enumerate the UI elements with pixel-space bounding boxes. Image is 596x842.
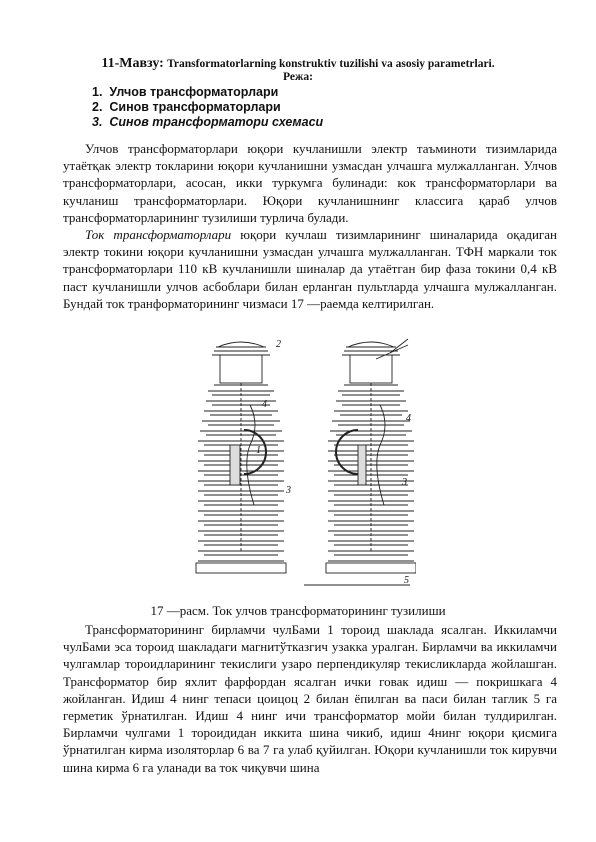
plan-item: 3. Синов трансформатори схемаси	[92, 115, 324, 129]
topic-number: 11-Мавзу:	[101, 56, 164, 71]
label-1: 1	[256, 445, 261, 456]
label-4: 4	[262, 399, 267, 410]
paragraph-1: Улчов трансформаторлари юқори кучланишли электр таъминоти тизимларида утаётқак электр токларини юқори кучланишни узмасдан улчашга мулжалланган. Улчов трансформаторлари, асосан, икки туркумга булинади: кок трансформаторлари ва кучланиш трансформаторлари. Юқори кучланишнинг классига қараб улчов трансформаторларининг тузилиши турлича булади.	[63, 141, 557, 225]
label-4b: 4	[406, 413, 411, 424]
topic-title: Transformatorlarning konstruktiv tuzilishi va asosiy parametrlari.	[167, 58, 495, 70]
label-5: 5	[404, 575, 409, 586]
plan-label: Режа:	[283, 71, 313, 83]
label-3: 3	[286, 485, 291, 496]
plan-item: 2. Синов трансформаторлари	[92, 100, 281, 114]
body-text	[63, 621, 557, 776]
paragraph-2: Ток трансформаторлари юқори кучлаш тизимларининг шиналарида оқадиган электр токини юқори кучланишни узмасдан улчашга мулжалланган. ТФН маркали ток трансформаторлари 110 кВ кучланишли шиналар да утаётган бир фаза токини 0,4 кВ паст кучланишли улчов асбоблари билан ерланган пультларда улчашга мулжалланган. Бундай ток транформаторининг чизмаси 17 —раемда келтирилган.	[63, 227, 557, 311]
current-transformer-drawing	[178, 335, 416, 597]
figure-caption: 17 —расм. Ток улчов трансформаторининг тузилиши	[150, 603, 446, 618]
label-3b: 3	[402, 477, 407, 488]
plan-list	[92, 85, 323, 130]
paragraph-3: Трансформаторининг бирламчи чулБами 1 тороид шаклада ясалган. Иккиламчи чулБами эса тороид шакладаги магнитўтказгич узакка уралган. Бирламчи ва иккиламчи чулгамлар тороидларининг текислиги узаро перпендикуляр текисликларда жойлашган. Трансформатор бир яхлит фарфордан ясалган ички говак идиш — покришкага 4 жойланган. Идиш 4 нинг тепаси цоицоц 2 билан ёпилган ва паси билан таглик 5 га герметик ўрнатилган. Идиш 4 нинг ичи трансформатор мойи билан тулдирилган. Бирламчи чулгами 1 тороидидан иккита шина чикиб, идиш 4нинг юқори қисмига ўрнатилган кирма изоляторлар 6 ва 7 га улаб қуйилган. Юқори кучланишли ток кирувчи шина кирма 6 га уланади ва ток чиқувчи шина	[63, 622, 557, 775]
lecture-title	[0, 55, 596, 72]
plan-item: 1. Улчов трансформаторлари	[92, 85, 279, 99]
label-2: 2	[276, 339, 281, 350]
intro-text	[63, 140, 557, 312]
